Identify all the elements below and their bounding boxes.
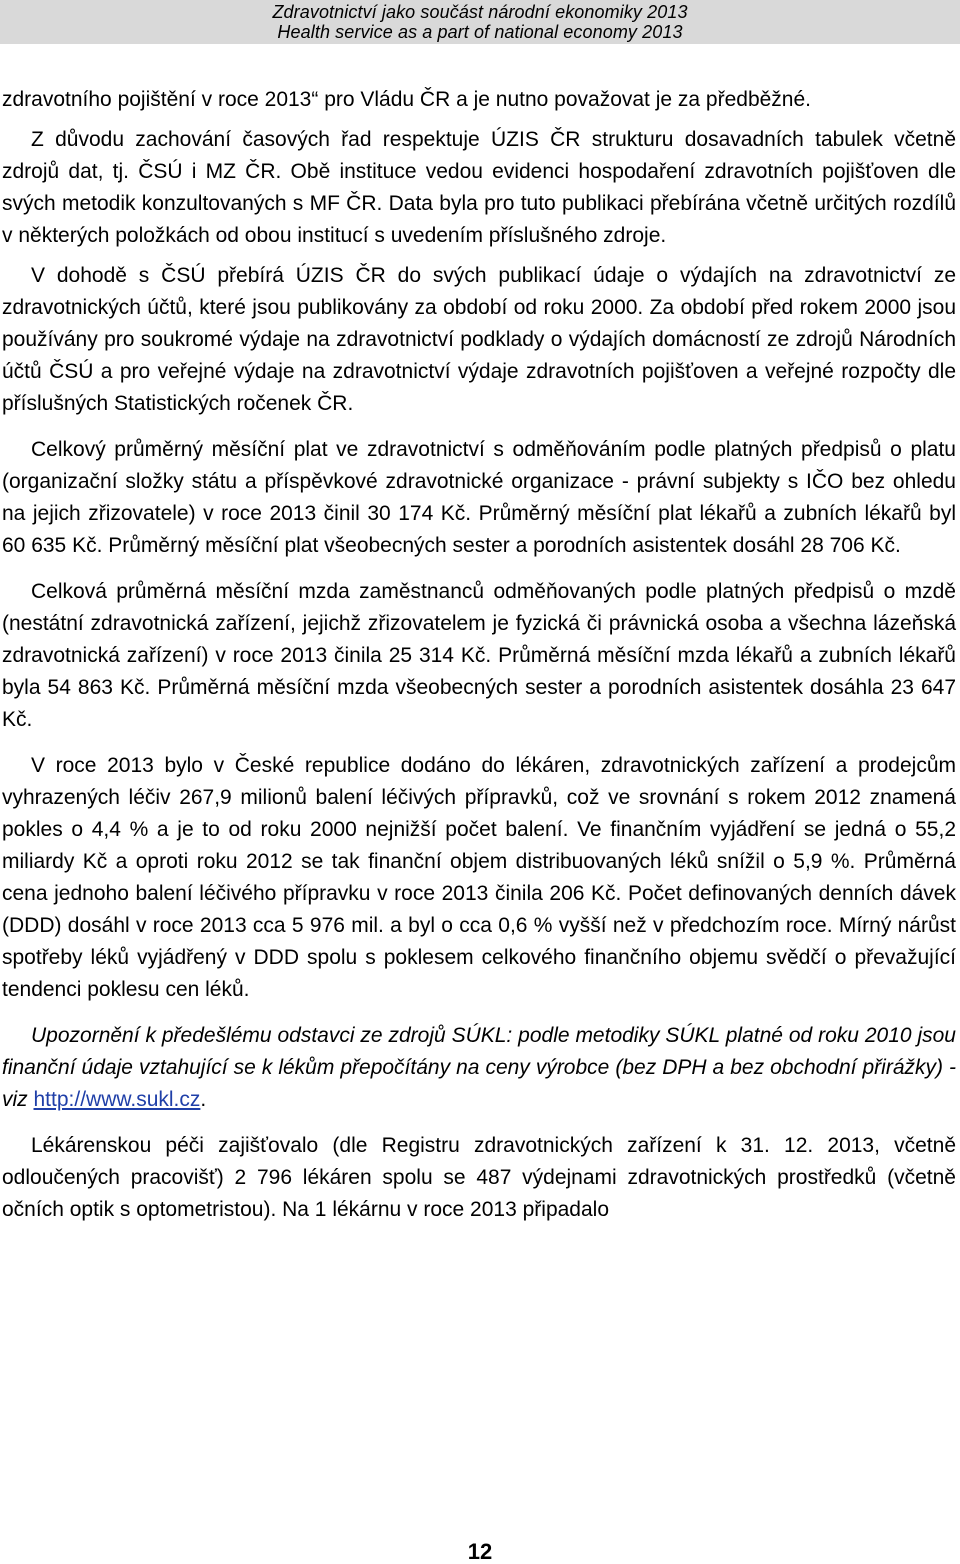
paragraph-continuation: zdravotního pojištění v roce 2013“ pro Vládu ČR a je nutno považovat je za předběžné.	[2, 88, 812, 111]
paragraph-health-accounts: V dohodě s ČSÚ přebírá ÚZIS ČR do svých publikací údaje o výdajích na zdravotnictví ze zdravotnických účtů, které jsou publikovány za období od roku 2000. Za období před rokem 2000 jsou používány pro soukromé výdaje na zdravotnictví podklady o výdajích domácností ze zdrojů Národních účtů ČSÚ a pro veřejné výdaje na zdravotnictví výdaje zdravotních pojišťoven a veřejné rozpočty dle příslušných Statistických ročenek ČR.	[2, 264, 956, 415]
sukl-notice-end: .	[200, 1088, 207, 1111]
paragraph-salaries: Celkový průměrný měsíční plat ve zdravotnictví s odměňováním podle platných předpisů o platu (organizační složky státu a příspěvkové zdravotnické organizace - právní subjekty s IČO bez ohledu na jejich zřizovatele) v roce 2013 činil 30 174 Kč. Průměrný měsíční plat lékařů a zubních lékařů byl 60 635 Kč. Průměrný měsíční plat všeobecných sester a porodních asistentek dosáhl 28 706 Kč.	[2, 438, 956, 557]
paragraph-pharmacies: Lékárenskou péči zajišťovalo (dle Registru zdravotnických zařízení k 31. 12. 2013, včetně odloučených pracovišť) 2 796 lékáren spolu se 487 výdejnami zdravotnických prostředků (včetně očních optik s optometristou). Na 1 lékárnu v roce 2013 připadalo	[2, 1134, 956, 1221]
document-body	[2, 84, 956, 1226]
page-header	[0, 0, 960, 44]
paragraph-pharmaceuticals: V roce 2013 bylo v České republice dodáno do lékáren, zdravotnických zařízení a prodejcům vyhrazených léčiv 267,9 milionů balení léčivých přípravků, což ve srovnání s rokem 2012 znamená pokles o 4,4 % a je to od roku 2000 nejnižší počet balení. Ve finančním vyjádření se jedná o 55,2 miliardy Kč a oproti roku 2012 se tak finanční objem distribuovaných léků snížil o 5,9 %. Průměrná cena jednoho balení léčivého přípravku v roce 2013 činila 206 Kč. Počet definovaných denních dávek (DDD) dosáhl v roce 2013 cca 5 976 mil. a byl o cca 0,6 % vyšší než v předchozím roce. Mírný nárůst spotřeby léků vyjádřený v DDD spolu s poklesem celkového finančního objemu svědčí o převažující tendenci poklesu cen léků.	[2, 754, 956, 1001]
paragraph-sukl-notice	[2, 1020, 956, 1116]
sukl-link[interactable]: http://www.sukl.cz	[33, 1088, 201, 1111]
header-title-en: Health service as a part of national economy 2013	[277, 22, 683, 42]
page-number: 12	[467, 1539, 493, 1564]
paragraph-data-sources: Z důvodu zachování časových řad respektuje ÚZIS ČR strukturu dosavadních tabulek včetně zdrojů dat, tj. ČSÚ i MZ ČR. Obě instituce vedou evidenci hospodaření zdravotních pojišťoven dle svých metodik konzultovaných s MF ČR. Data byla pro tuto publikaci přebírána včetně určitých rozdílů v některých položkách od obou institucí s uvedením příslušného zdroje.	[2, 128, 956, 247]
paragraph-wages: Celková průměrná měsíční mzda zaměstnanců odměňovaných podle platných předpisů o mzdě (nestátní zdravotnická zařízení, jejichž zřizovatelem je fyzická či právnická osoba a všechna lázeňská zdravotnická zařízení) v roce 2013 činila 25 314 Kč. Průměrná měsíční mzda lékařů a zubních lékařů byla 54 863 Kč. Průměrná měsíční mzda všeobecných sester a porodních asistentek dosáhla 23 647 Kč.	[2, 580, 956, 731]
sukl-notice-text: Upozornění k předešlému odstavci ze zdrojů SÚKL: podle metodiky SÚKL platné od roku 2010 jsou finanční údaje vztahující se k lékům přepočítány na ceny výrobce (bez DPH a bez obchodní přirážky) - viz	[2, 1024, 956, 1111]
header-title-cz: Zdravotnictví jako součást národní ekonomiky 2013	[272, 2, 688, 22]
